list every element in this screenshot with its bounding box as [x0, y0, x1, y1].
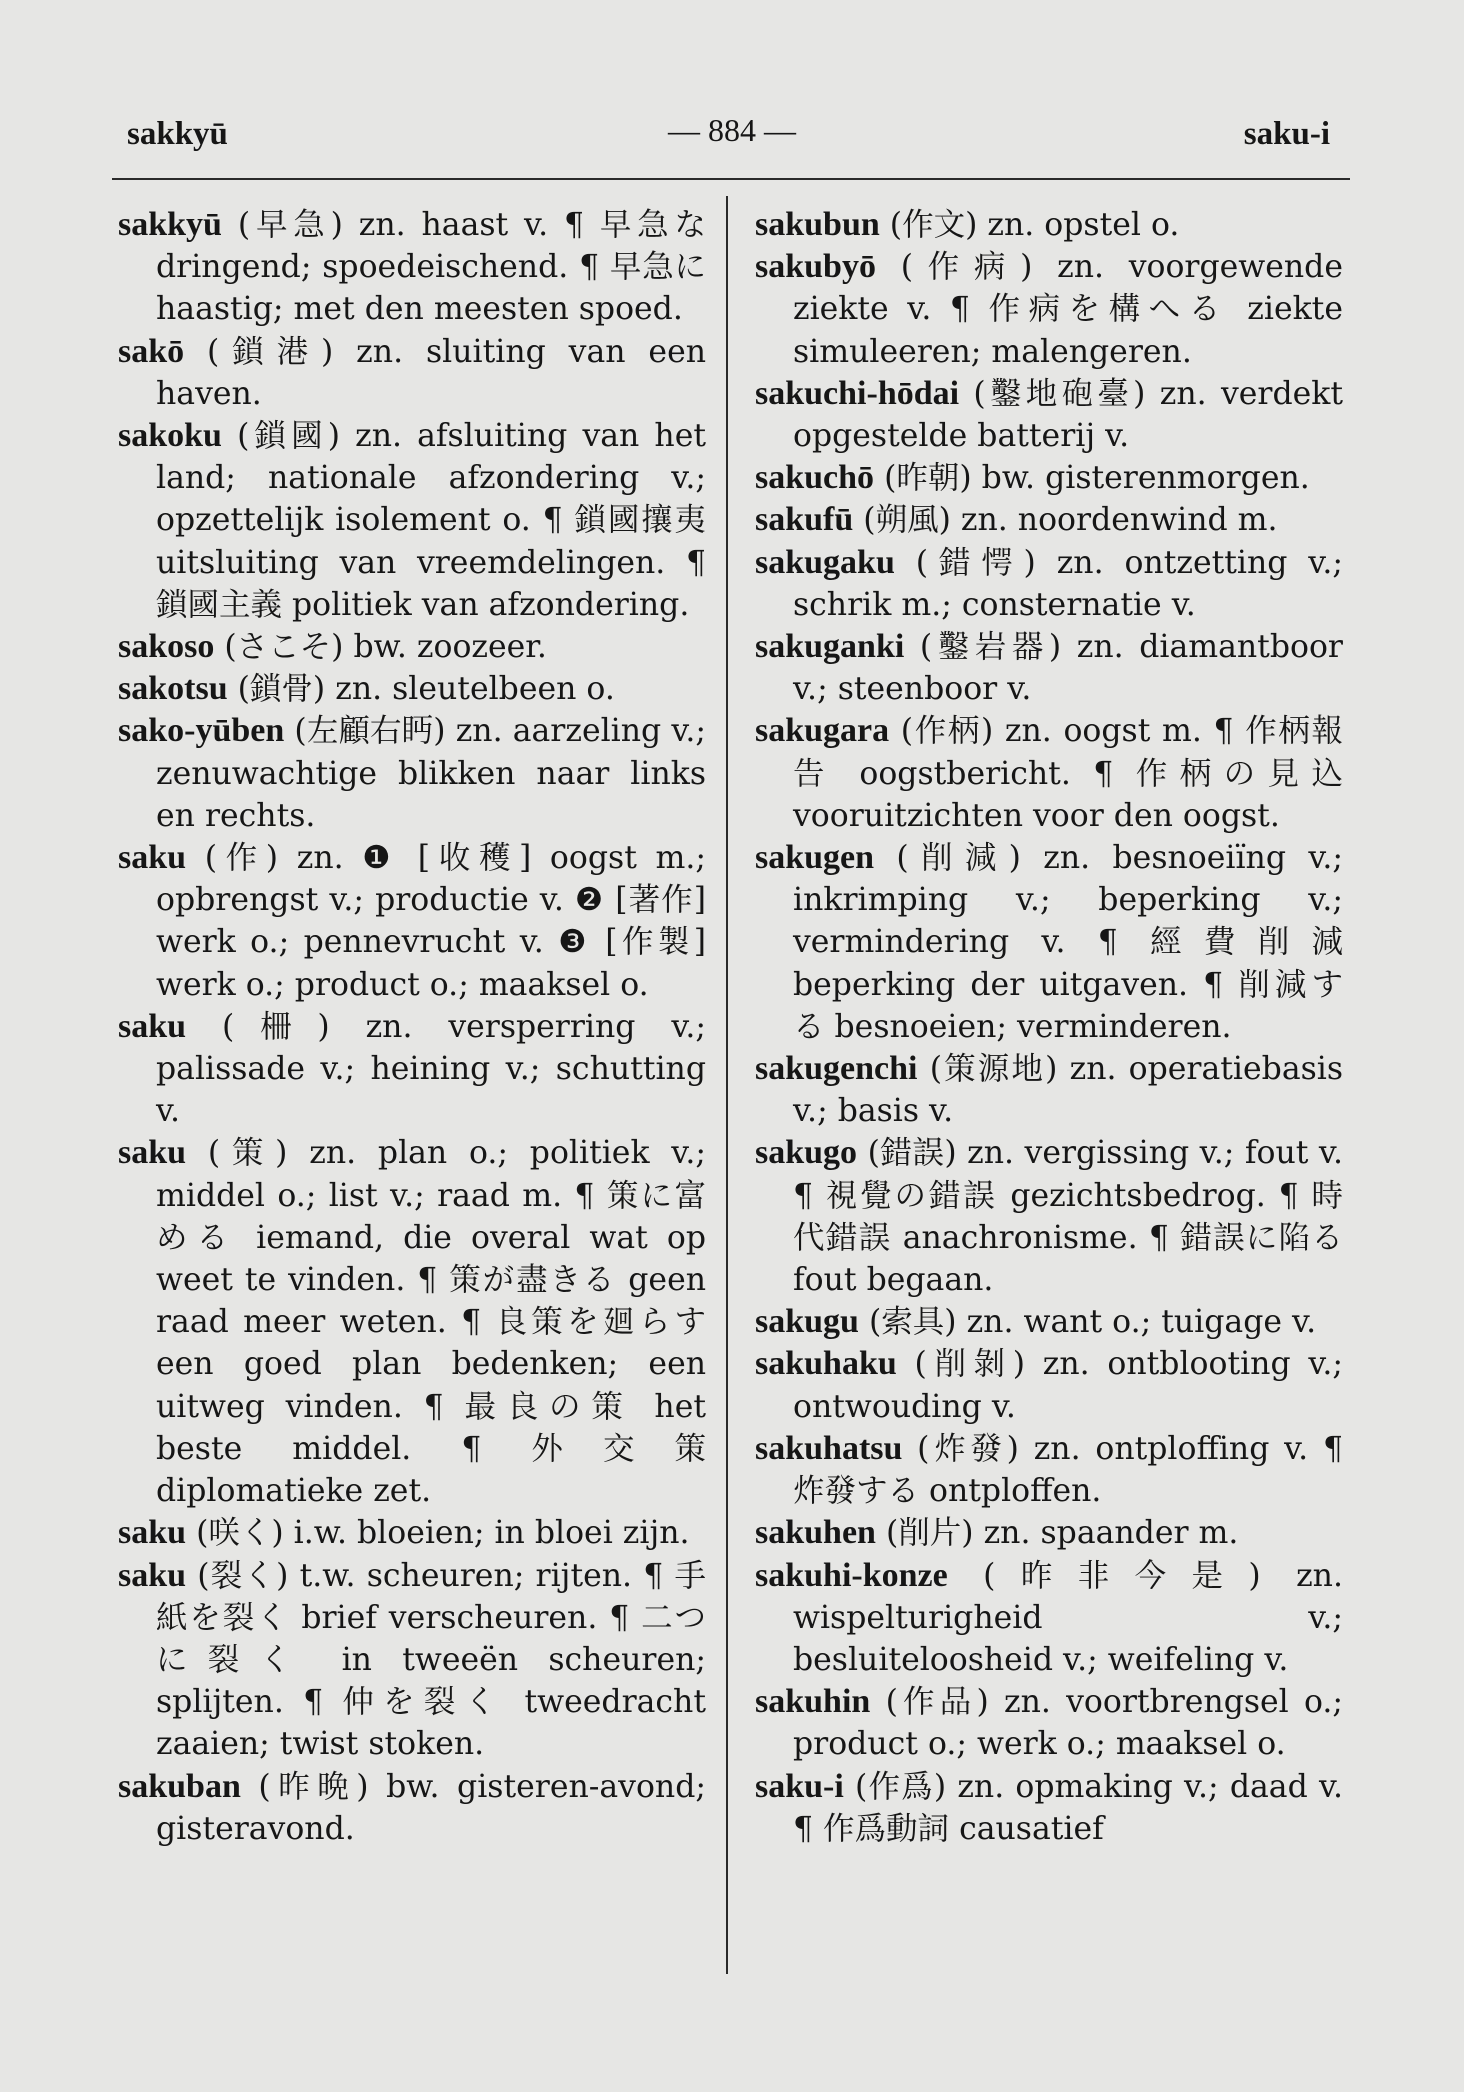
entry-definition: (昨晩) bw. gisteren-avond; gisteravond.	[156, 1768, 706, 1847]
entry-definition: (左顧右眄) zn. aarzeling v.; zenuwachtige blikken naar links en rechts.	[156, 713, 707, 834]
entry-definition: (咲く) i.w. bloeien; in bloei zijn.	[196, 1515, 690, 1552]
entry-definition: (作病) zn. voorgewende ziekte v. ¶ 作病を構へる ziekte simuleeren; malengeren.	[793, 249, 1343, 370]
page-number: — 884 —	[668, 112, 796, 148]
guide-word-left: sakkyū	[127, 116, 228, 152]
entry-definition: (作文) zn. opstel o.	[889, 207, 1180, 243]
entry-headword: sakubyō	[755, 248, 876, 286]
entry-definition: (作爲) zn. opmaking v.; daad v. ¶ 作爲動詞 causatief	[793, 1768, 1344, 1847]
entry-definition: (策源地) zn. operatiebasis v.; basis v.	[793, 1051, 1343, 1130]
column-divider	[726, 196, 728, 1974]
dictionary-entry	[755, 246, 1343, 373]
dictionary-entry	[118, 837, 706, 1006]
entry-headword: sakuchi-hōdai	[755, 374, 960, 412]
entry-definition: (鎖港) zn. sluiting van een haven.	[156, 333, 707, 412]
entry-headword: sakō	[118, 332, 185, 370]
dictionary-entry	[755, 837, 1343, 1048]
entry-definition: (錯誤) zn. vergissing v.; fout v. ¶ 視覺の錯誤 gezichtsbedrog. ¶ 時代錯誤 anachronisme. ¶ 錯誤に陷る fout begaan.	[793, 1135, 1343, 1299]
dictionary-entry	[755, 626, 1343, 710]
dictionary-entry	[755, 373, 1343, 457]
entry-headword: sakugu	[755, 1303, 859, 1341]
left-column	[118, 204, 706, 1850]
entry-headword: sakugaku	[755, 543, 895, 581]
dictionary-entry	[118, 710, 707, 837]
entry-headword: sakuhi-konze	[755, 1556, 948, 1594]
entry-definition: (削片) zn. spaander m.	[885, 1515, 1239, 1552]
entry-headword: sakuhaku	[755, 1345, 897, 1383]
entry-headword: saku	[118, 1556, 187, 1594]
dictionary-entry	[755, 710, 1343, 837]
entry-headword: sakugara	[755, 712, 890, 750]
entry-headword: sakuhen	[755, 1514, 876, 1552]
entry-definition: (鎖骨) zn. sleutelbeen o.	[237, 671, 615, 708]
entry-definition: (作柄) zn. oogst m. ¶ 作柄報告 oogstbericht. ¶ 作柄の見込 vooruitzichten voor den oogst.	[793, 713, 1343, 834]
dictionary-entry	[118, 1006, 707, 1133]
entry-headword: sakubun	[755, 206, 880, 243]
dictionary-entry	[118, 415, 707, 626]
dictionary-entry	[755, 542, 1343, 626]
entry-headword: sakuhin	[755, 1683, 871, 1721]
entry-definition: (鎖國) zn. afsluiting van het land; nationale afzondering v.; opzettelijk isolement o. ¶ 鎖國攘夷 uitsluiting van vreemdelingen. ¶ 鎖國主義 politiek van afzondering.	[156, 418, 707, 623]
entry-definition: (さこそ) bw. zoozeer.	[224, 629, 547, 666]
entry-definition: (錯愕) zn. ontzetting v.; schrik m.; consternatie v.	[793, 544, 1343, 623]
entry-headword: saku	[118, 1007, 187, 1045]
entry-definition: (削剝) zn. ontblooting v.; ontwouding v.	[793, 1346, 1344, 1425]
dictionary-entry	[755, 1681, 1343, 1765]
dictionary-entry	[755, 204, 1343, 246]
dictionary-entry	[755, 1555, 1343, 1682]
entry-definition: (朔風) zn. noordenwind m.	[863, 502, 1278, 539]
entry-definition: (作品) zn. voortbrengsel o.; product o.; werk o.; maaksel o.	[793, 1684, 1343, 1763]
entry-headword: sakoku	[118, 417, 222, 455]
entry-definition: (鑿岩器) zn. diamantboor v.; steenboor v.	[793, 629, 1343, 708]
entry-headword: sakoso	[118, 628, 215, 666]
entry-headword: saku	[118, 1514, 187, 1552]
entry-definition: (削減) zn. besnoeiïng v.; inkrimping v.; beperking v.; vermindering v. ¶ 經費削減 beperking der uitgaven. ¶ 削減する besnoeien; verminderen.	[793, 840, 1343, 1045]
header-rule	[112, 178, 1350, 180]
entry-definition: (炸發) zn. ontploffing v. ¶ 炸發する ontploffen.	[793, 1430, 1343, 1510]
guide-word-right: saku-i	[1243, 116, 1330, 152]
entry-headword: sakuhatsu	[755, 1429, 903, 1467]
dictionary-entry	[755, 1048, 1343, 1132]
entry-definition: (裂く) t.w. scheuren; rijten. ¶ 手紙を裂く brief verscheuren. ¶ 二つに裂く in tweeën scheuren; splijten. ¶ 仲を裂く tweedracht zaaien; twist stoken.	[156, 1557, 706, 1763]
entry-headword: sakuban	[118, 1767, 241, 1805]
entry-headword: sakuganki	[755, 628, 905, 666]
entry-headword: sakufū	[755, 501, 854, 539]
entry-headword: sakugen	[755, 839, 875, 877]
entry-definition: (作) zn. ❶ [收穫] oogst m.; opbrengst v.; productie v. ❷ [著作] werk o.; pennevrucht v. ❸ [作製] werk o.; product o.; maaksel o.	[156, 840, 706, 1003]
dictionary-entry	[118, 626, 706, 668]
entry-headword: sakugo	[755, 1134, 858, 1172]
dictionary-entry	[755, 457, 1343, 499]
entry-definition: (鑿地砲臺) zn. verdekt opgestelde batterij v.	[793, 375, 1343, 455]
dictionary-entry	[118, 204, 707, 331]
dictionary-entry	[755, 1343, 1344, 1427]
entry-headword: saku	[118, 839, 187, 877]
dictionary-entry	[118, 1555, 706, 1766]
entry-definition: (早急) zn. haast v. ¶ 早急な dringend; spoedeischend. ¶ 早急に haastig; met den meesten spoed.	[156, 207, 707, 328]
entry-headword: sako-yūben	[118, 712, 285, 750]
entry-headword: sakotsu	[118, 670, 228, 708]
dictionary-entry	[118, 668, 706, 710]
dictionary-entry	[118, 1512, 706, 1554]
dictionary-entry	[118, 331, 707, 415]
entry-headword: saku-i	[755, 1767, 844, 1805]
dictionary-entry	[755, 1512, 1343, 1554]
page-header	[0, 112, 1464, 164]
entry-definition: (索具) zn. want o.; tuigage v.	[868, 1304, 1317, 1341]
entry-definition: (柵) zn. versperring v.; palissade v.; heining v.; schutting v.	[156, 1008, 707, 1130]
entry-headword: sakkyū	[118, 206, 222, 243]
dictionary-entry	[755, 1766, 1344, 1850]
entry-headword: sakuchō	[755, 459, 875, 497]
entry-definition: (策) zn. plan o.; politiek v.; middel o.; list v.; raad m. ¶ 策に富める iemand, die overal wat op weet te vinden. ¶ 策が盡きる geen raad meer weten. ¶ 良策を廻らす een goed plan bedenken; een uitweg vinden. ¶ 最良の策 het beste middel. ¶ 外交策 diplomatieke zet.	[156, 1135, 706, 1510]
dictionary-entry	[755, 1428, 1343, 1512]
right-column	[755, 204, 1343, 1850]
dictionary-entry	[118, 1766, 706, 1850]
dictionary-entry	[755, 1132, 1343, 1301]
entry-headword: sakugenchi	[755, 1050, 918, 1088]
dictionary-entry	[755, 499, 1343, 541]
entry-definition: (昨非今是) zn. wispelturigheid v.; besluiteloosheid v.; weifeling v.	[793, 1557, 1343, 1678]
entry-headword: saku	[118, 1134, 187, 1172]
dictionary-entry	[755, 1301, 1343, 1343]
entry-definition: (昨朝) bw. gisterenmorgen.	[884, 460, 1310, 497]
dictionary-entry	[118, 1132, 706, 1512]
